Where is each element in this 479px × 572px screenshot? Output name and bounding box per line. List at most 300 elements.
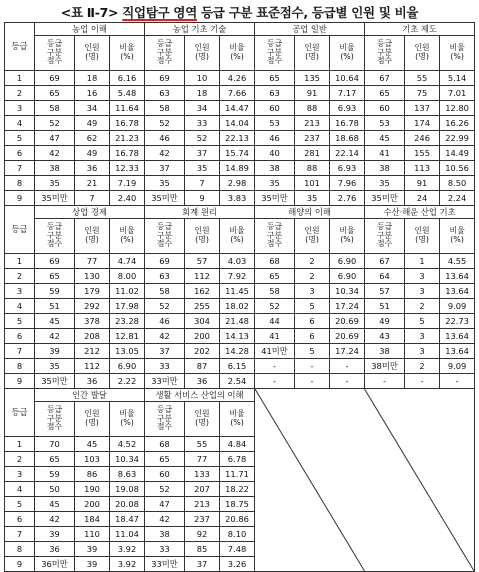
count-cell: 35 xyxy=(295,191,330,206)
ratio-cell: 16.78 xyxy=(330,116,365,131)
table-row xyxy=(5,284,475,299)
count-cell: 202 xyxy=(185,344,220,359)
cut-score-cell: 63 xyxy=(145,86,185,101)
count-cell: 5 xyxy=(405,314,440,329)
cut-score-cell: 47 xyxy=(145,497,185,512)
count-cell: 246 xyxy=(405,131,440,146)
ratio-cell: 17.24 xyxy=(330,344,365,359)
count-cell: 5 xyxy=(295,299,330,314)
count-cell: 208 xyxy=(75,329,110,344)
ratio-cell: - xyxy=(440,374,475,389)
ratio-cell: 2.54 xyxy=(220,374,255,389)
ratio-cell: 2.76 xyxy=(330,191,365,206)
count-cell: 3 xyxy=(405,329,440,344)
cut-score-header-line: 구분 xyxy=(156,47,173,57)
cut-score-header-line: 등급 xyxy=(266,221,283,231)
count-cell: - xyxy=(295,359,330,374)
ratio-cell: 16.26 xyxy=(440,116,475,131)
grade-cell: 6 xyxy=(5,146,35,161)
cut-score-cell: 52 xyxy=(255,299,295,314)
count-cell: 36 xyxy=(185,374,220,389)
grade-cell: 9 xyxy=(5,191,35,206)
count-cell: 135 xyxy=(295,71,330,86)
ratio-cell: 6.15 xyxy=(220,359,255,374)
count-cell: 200 xyxy=(185,329,220,344)
count-header xyxy=(185,219,220,254)
count-header xyxy=(75,36,110,71)
count-cell: 5 xyxy=(295,344,330,359)
count-cell: 9 xyxy=(185,191,220,206)
count-header-line: (명) xyxy=(85,235,99,244)
table-row xyxy=(5,344,475,359)
count-cell: 7 xyxy=(185,176,220,191)
count-cell: 37 xyxy=(185,146,220,161)
cut-score-cell: 65 xyxy=(35,86,75,101)
cut-score-cell: 52 xyxy=(145,299,185,314)
cut-score-cell: 40 xyxy=(255,146,295,161)
ratio-cell: 5.14 xyxy=(440,71,475,86)
grade-cell: 2 xyxy=(5,269,35,284)
count-header-line: 인원 xyxy=(84,43,100,53)
ratio-header xyxy=(440,219,475,254)
cut-score-header xyxy=(35,402,75,437)
cut-score-cell: 33미만 xyxy=(145,557,185,572)
ratio-cell: 11.71 xyxy=(220,467,255,482)
ratio-header-line: (%) xyxy=(230,418,244,427)
ratio-header-line: 비율 xyxy=(339,43,355,53)
count-cell: 112 xyxy=(185,269,220,284)
count-header xyxy=(405,36,440,71)
ratio-header xyxy=(220,219,255,254)
cut-score-cell: 35 xyxy=(255,176,295,191)
cut-score-cell: 42 xyxy=(35,146,75,161)
count-header-line: 인원 xyxy=(194,43,210,53)
ratio-header-line: 비율 xyxy=(449,43,465,53)
cut-score-cell: 42 xyxy=(35,329,75,344)
ratio-header-line: 비율 xyxy=(119,409,135,419)
cut-score-header-line: 구분 xyxy=(156,413,173,423)
count-cell: 304 xyxy=(185,314,220,329)
ratio-cell: 7.48 xyxy=(220,542,255,557)
count-cell: 112 xyxy=(75,359,110,374)
count-cell: 34 xyxy=(185,101,220,116)
grade-cell: 9 xyxy=(5,374,35,389)
cut-score-cell: 42 xyxy=(145,329,185,344)
ratio-cell: 12.80 xyxy=(440,101,475,116)
ratio-header-line: (%) xyxy=(120,418,134,427)
count-cell: 91 xyxy=(295,86,330,101)
subject-header-row xyxy=(5,23,475,36)
count-header-line: 인원 xyxy=(194,409,210,419)
ratio-cell: 16.78 xyxy=(110,116,145,131)
ratio-cell: 23.28 xyxy=(110,314,145,329)
count-cell: 55 xyxy=(185,437,220,452)
cut-score-cell: 45 xyxy=(35,314,75,329)
count-cell: 92 xyxy=(185,527,220,542)
ratio-cell: 8.00 xyxy=(110,269,145,284)
ratio-cell: 7.01 xyxy=(440,86,475,101)
ratio-cell: 4.74 xyxy=(110,254,145,269)
count-cell: 2 xyxy=(405,299,440,314)
count-cell: 2 xyxy=(295,269,330,284)
grade-cell: 8 xyxy=(5,359,35,374)
cut-score-cell: 52 xyxy=(145,482,185,497)
cut-score-header-line: 구분 xyxy=(46,230,63,240)
ratio-header xyxy=(330,219,365,254)
cut-score-header-line: 등급 xyxy=(156,38,173,48)
ratio-cell: 4.84 xyxy=(220,437,255,452)
ratio-cell: 14.47 xyxy=(220,101,255,116)
grade-cell: 2 xyxy=(5,86,35,101)
cut-score-header-line: 등급 xyxy=(46,38,63,48)
cut-score-header-line: 구분 xyxy=(266,47,283,57)
ratio-cell: 13.64 xyxy=(440,329,475,344)
grade-cell: 4 xyxy=(5,482,35,497)
cut-score-cell: 65 xyxy=(255,71,295,86)
cut-score-header-line: 등급 xyxy=(156,404,173,414)
cut-score-header-line: 구분 xyxy=(376,230,393,240)
cut-score-cell: 63 xyxy=(255,86,295,101)
subject-name: 회계 원리 xyxy=(145,206,255,219)
cut-score-cell: 38 xyxy=(365,161,405,176)
cut-score-header-line: 구분 xyxy=(46,47,63,57)
grade-column-header: 등급 xyxy=(5,23,35,71)
ratio-cell: 6.93 xyxy=(330,101,365,116)
count-header-line: (명) xyxy=(305,52,319,61)
count-cell: 37 xyxy=(185,557,220,572)
grade-cell: 6 xyxy=(5,329,35,344)
count-cell: 45 xyxy=(75,437,110,452)
ratio-cell: 14.28 xyxy=(220,344,255,359)
cut-score-cell: 60 xyxy=(365,101,405,116)
cut-score-cell: 59 xyxy=(35,467,75,482)
ratio-cell: 14.13 xyxy=(220,329,255,344)
ratio-header xyxy=(330,36,365,71)
count-header-line: (명) xyxy=(195,52,209,61)
cut-score-cell: 45 xyxy=(35,497,75,512)
count-cell: 49 xyxy=(75,146,110,161)
ratio-cell: 3.26 xyxy=(220,557,255,572)
ratio-cell: 6.90 xyxy=(110,359,145,374)
cut-score-cell: 53 xyxy=(255,116,295,131)
table-row xyxy=(5,314,475,329)
count-cell: 77 xyxy=(75,254,110,269)
subject-header-row xyxy=(5,206,475,219)
grade-table-body xyxy=(5,23,475,572)
ratio-cell: 11.64 xyxy=(110,101,145,116)
subject-name: 농업 기초 기술 xyxy=(145,23,255,36)
grade-table xyxy=(4,22,475,572)
cut-score-cell: 65 xyxy=(35,452,75,467)
ratio-cell: 18.75 xyxy=(220,497,255,512)
count-header-line: 인원 xyxy=(194,226,210,236)
cut-score-cell: 41 xyxy=(255,329,295,344)
ratio-cell: 2.98 xyxy=(220,176,255,191)
count-cell: 39 xyxy=(75,542,110,557)
count-cell: 110 xyxy=(75,527,110,542)
count-header-line: 인원 xyxy=(414,226,430,236)
ratio-cell: 7.19 xyxy=(110,176,145,191)
subject-header-row xyxy=(5,389,475,402)
table-row xyxy=(5,329,475,344)
cut-score-cell: 35미만 xyxy=(145,191,185,206)
ratio-cell: 7.66 xyxy=(220,86,255,101)
ratio-header-line: 비율 xyxy=(449,226,465,236)
count-cell: 207 xyxy=(185,482,220,497)
cut-score-cell: 42 xyxy=(145,512,185,527)
table-row xyxy=(5,86,475,101)
cut-score-cell: 47 xyxy=(35,131,75,146)
cut-score-header-line: 점수 xyxy=(46,239,63,249)
cut-score-header-line: 구분 xyxy=(266,230,283,240)
cut-score-header-line: 점수 xyxy=(46,56,63,66)
table-row xyxy=(5,374,475,389)
ratio-cell: 19.08 xyxy=(110,482,145,497)
count-cell: 49 xyxy=(75,116,110,131)
grade-cell: 5 xyxy=(5,131,35,146)
ratio-cell: 4.26 xyxy=(220,71,255,86)
count-cell: 133 xyxy=(185,467,220,482)
count-cell: 101 xyxy=(295,176,330,191)
cut-score-cell: 38 xyxy=(255,161,295,176)
count-cell: 36 xyxy=(75,374,110,389)
grade-column-header: 등급 xyxy=(5,389,35,437)
cut-score-cell: 35 xyxy=(365,176,405,191)
grade-cell: 5 xyxy=(5,314,35,329)
ratio-header-line: (%) xyxy=(230,235,244,244)
count-cell: 155 xyxy=(405,146,440,161)
count-cell: 18 xyxy=(75,71,110,86)
cut-score-cell: 70 xyxy=(35,437,75,452)
grade-cell: 4 xyxy=(5,299,35,314)
table-row xyxy=(5,299,475,314)
count-header xyxy=(405,219,440,254)
count-header-line: (명) xyxy=(305,235,319,244)
ratio-cell: 12.33 xyxy=(110,161,145,176)
cut-score-cell: 68 xyxy=(145,437,185,452)
grade-cell: 8 xyxy=(5,176,35,191)
subject-name: 공업 일반 xyxy=(255,23,365,36)
count-cell: - xyxy=(405,374,440,389)
cut-score-header xyxy=(145,402,185,437)
count-cell: 34 xyxy=(75,101,110,116)
count-header xyxy=(75,219,110,254)
ratio-cell: 7.17 xyxy=(330,86,365,101)
subject-name: 기초 제도 xyxy=(365,23,475,36)
column-label-row xyxy=(5,36,475,71)
ratio-cell: 11.02 xyxy=(110,284,145,299)
ratio-header-line: 비율 xyxy=(229,43,245,53)
grade-column-header: 등급 xyxy=(5,206,35,254)
count-cell: 52 xyxy=(185,131,220,146)
cut-score-header-line: 점수 xyxy=(156,239,173,249)
count-header-line: 인원 xyxy=(84,226,100,236)
count-cell: 33 xyxy=(185,116,220,131)
cut-score-cell: 69 xyxy=(145,254,185,269)
ratio-cell: 4.52 xyxy=(110,437,145,452)
count-cell: 3 xyxy=(405,284,440,299)
ratio-cell: 22.14 xyxy=(330,146,365,161)
cut-score-cell: 50 xyxy=(35,482,75,497)
cut-score-header-line: 등급 xyxy=(46,221,63,231)
count-cell: 213 xyxy=(295,116,330,131)
count-cell: 86 xyxy=(75,467,110,482)
count-cell: 18 xyxy=(185,86,220,101)
grade-cell: 9 xyxy=(5,557,35,572)
table-row xyxy=(5,359,475,374)
count-cell: 212 xyxy=(75,344,110,359)
ratio-cell: 8.10 xyxy=(220,527,255,542)
cut-score-cell: 51 xyxy=(35,299,75,314)
ratio-cell: 2.22 xyxy=(110,374,145,389)
ratio-cell: 8.50 xyxy=(440,176,475,191)
ratio-header-line: 비율 xyxy=(229,226,245,236)
cut-score-cell: 39 xyxy=(35,344,75,359)
grade-table-wrapper xyxy=(4,22,475,572)
ratio-cell: 9.09 xyxy=(440,299,475,314)
count-cell: 184 xyxy=(75,512,110,527)
cut-score-cell: 60 xyxy=(255,101,295,116)
count-header-line: (명) xyxy=(195,418,209,427)
count-cell: 137 xyxy=(405,101,440,116)
ratio-cell: 4.55 xyxy=(440,254,475,269)
cut-score-cell: 33미만 xyxy=(145,374,185,389)
blank-area xyxy=(255,389,475,572)
cut-score-cell: 35 xyxy=(35,176,75,191)
count-cell: 35 xyxy=(185,161,220,176)
ratio-cell: 12.81 xyxy=(110,329,145,344)
count-header-line: (명) xyxy=(195,235,209,244)
count-header-line: 인원 xyxy=(84,409,100,419)
cut-score-cell: 43 xyxy=(365,329,405,344)
grade-cell: 1 xyxy=(5,437,35,452)
count-cell: 190 xyxy=(75,482,110,497)
cut-score-cell: 58 xyxy=(145,101,185,116)
count-cell: 55 xyxy=(405,71,440,86)
ratio-header xyxy=(220,402,255,437)
count-cell: 1 xyxy=(405,254,440,269)
ratio-header-line: 비율 xyxy=(119,226,135,236)
ratio-cell: 17.98 xyxy=(110,299,145,314)
ratio-header-line: (%) xyxy=(340,235,354,244)
cut-score-cell: 67 xyxy=(365,254,405,269)
grade-cell: 3 xyxy=(5,101,35,116)
cut-score-header-line: 구분 xyxy=(156,230,173,240)
count-header-line: 인원 xyxy=(304,43,320,53)
ratio-cell: 10.34 xyxy=(110,452,145,467)
count-cell: 237 xyxy=(295,131,330,146)
table-row xyxy=(5,131,475,146)
table-row xyxy=(5,161,475,176)
cut-score-header xyxy=(35,36,75,71)
grade-cell: 2 xyxy=(5,452,35,467)
ratio-cell: 2.40 xyxy=(110,191,145,206)
count-header xyxy=(295,36,330,71)
ratio-cell: 22.99 xyxy=(440,131,475,146)
ratio-cell: 4.03 xyxy=(220,254,255,269)
count-cell: - xyxy=(295,374,330,389)
count-cell: 7 xyxy=(75,191,110,206)
cut-score-cell: 41 xyxy=(365,146,405,161)
cut-score-cell: 69 xyxy=(145,71,185,86)
count-header-line: (명) xyxy=(85,418,99,427)
cut-score-cell: - xyxy=(365,374,405,389)
ratio-cell: 10.64 xyxy=(330,71,365,86)
ratio-header-line: (%) xyxy=(120,52,134,61)
count-cell: 21 xyxy=(75,176,110,191)
ratio-cell: 3.83 xyxy=(220,191,255,206)
ratio-header-line: 비율 xyxy=(119,43,135,53)
ratio-header xyxy=(110,219,145,254)
cut-score-cell: 42 xyxy=(35,512,75,527)
table-row xyxy=(5,146,475,161)
cut-score-header-line: 구분 xyxy=(46,413,63,423)
count-cell: 88 xyxy=(295,101,330,116)
ratio-cell: 9.09 xyxy=(440,359,475,374)
ratio-cell: 14.49 xyxy=(440,146,475,161)
count-header-line: 인원 xyxy=(304,226,320,236)
table-row xyxy=(5,71,475,86)
table-row xyxy=(5,116,475,131)
table-row xyxy=(5,101,475,116)
count-header-line: (명) xyxy=(415,52,429,61)
cut-score-cell: 59 xyxy=(35,284,75,299)
cut-score-cell: 38미만 xyxy=(365,359,405,374)
cut-score-cell: 35미만 xyxy=(35,191,75,206)
ratio-cell: 6.16 xyxy=(110,71,145,86)
count-cell: 3 xyxy=(405,269,440,284)
count-cell: 213 xyxy=(185,497,220,512)
cut-score-cell: 33 xyxy=(145,359,185,374)
cut-score-cell: 44 xyxy=(255,314,295,329)
column-label-row xyxy=(5,219,475,254)
table-number: <표 Ⅱ-7> xyxy=(60,5,119,20)
cut-score-header-line: 등급 xyxy=(46,404,63,414)
ratio-cell: 17.24 xyxy=(330,299,365,314)
cut-score-header-line: 점수 xyxy=(266,239,283,249)
cut-score-header xyxy=(255,36,295,71)
count-cell: 88 xyxy=(295,161,330,176)
grade-cell: 5 xyxy=(5,497,35,512)
cut-score-cell: 65 xyxy=(255,269,295,284)
cut-score-cell: 46 xyxy=(145,131,185,146)
count-cell: 130 xyxy=(75,269,110,284)
cut-score-cell: 35미만 xyxy=(365,191,405,206)
ratio-cell: 21.48 xyxy=(220,314,255,329)
ratio-header xyxy=(440,36,475,71)
count-cell: 77 xyxy=(185,452,220,467)
cut-score-cell: 65 xyxy=(145,452,185,467)
cut-score-cell: 52 xyxy=(145,116,185,131)
blank-diagonal-lines xyxy=(255,389,474,571)
count-cell: 162 xyxy=(185,284,220,299)
count-cell: 39 xyxy=(75,557,110,572)
cut-score-header-line: 점수 xyxy=(156,56,173,66)
ratio-header-line: (%) xyxy=(120,235,134,244)
ratio-cell: 16.78 xyxy=(110,146,145,161)
ratio-cell: 3.92 xyxy=(110,557,145,572)
count-cell: 2 xyxy=(405,359,440,374)
ratio-header-line: (%) xyxy=(340,52,354,61)
ratio-cell: 6.93 xyxy=(330,161,365,176)
subject-name: 해양의 이해 xyxy=(255,206,365,219)
ratio-header-line: (%) xyxy=(450,52,464,61)
cut-score-cell: 35 xyxy=(35,359,75,374)
ratio-cell: 18.22 xyxy=(220,482,255,497)
cut-score-header xyxy=(35,219,75,254)
cut-score-header-line: 등급 xyxy=(376,38,393,48)
table-row xyxy=(5,176,475,191)
